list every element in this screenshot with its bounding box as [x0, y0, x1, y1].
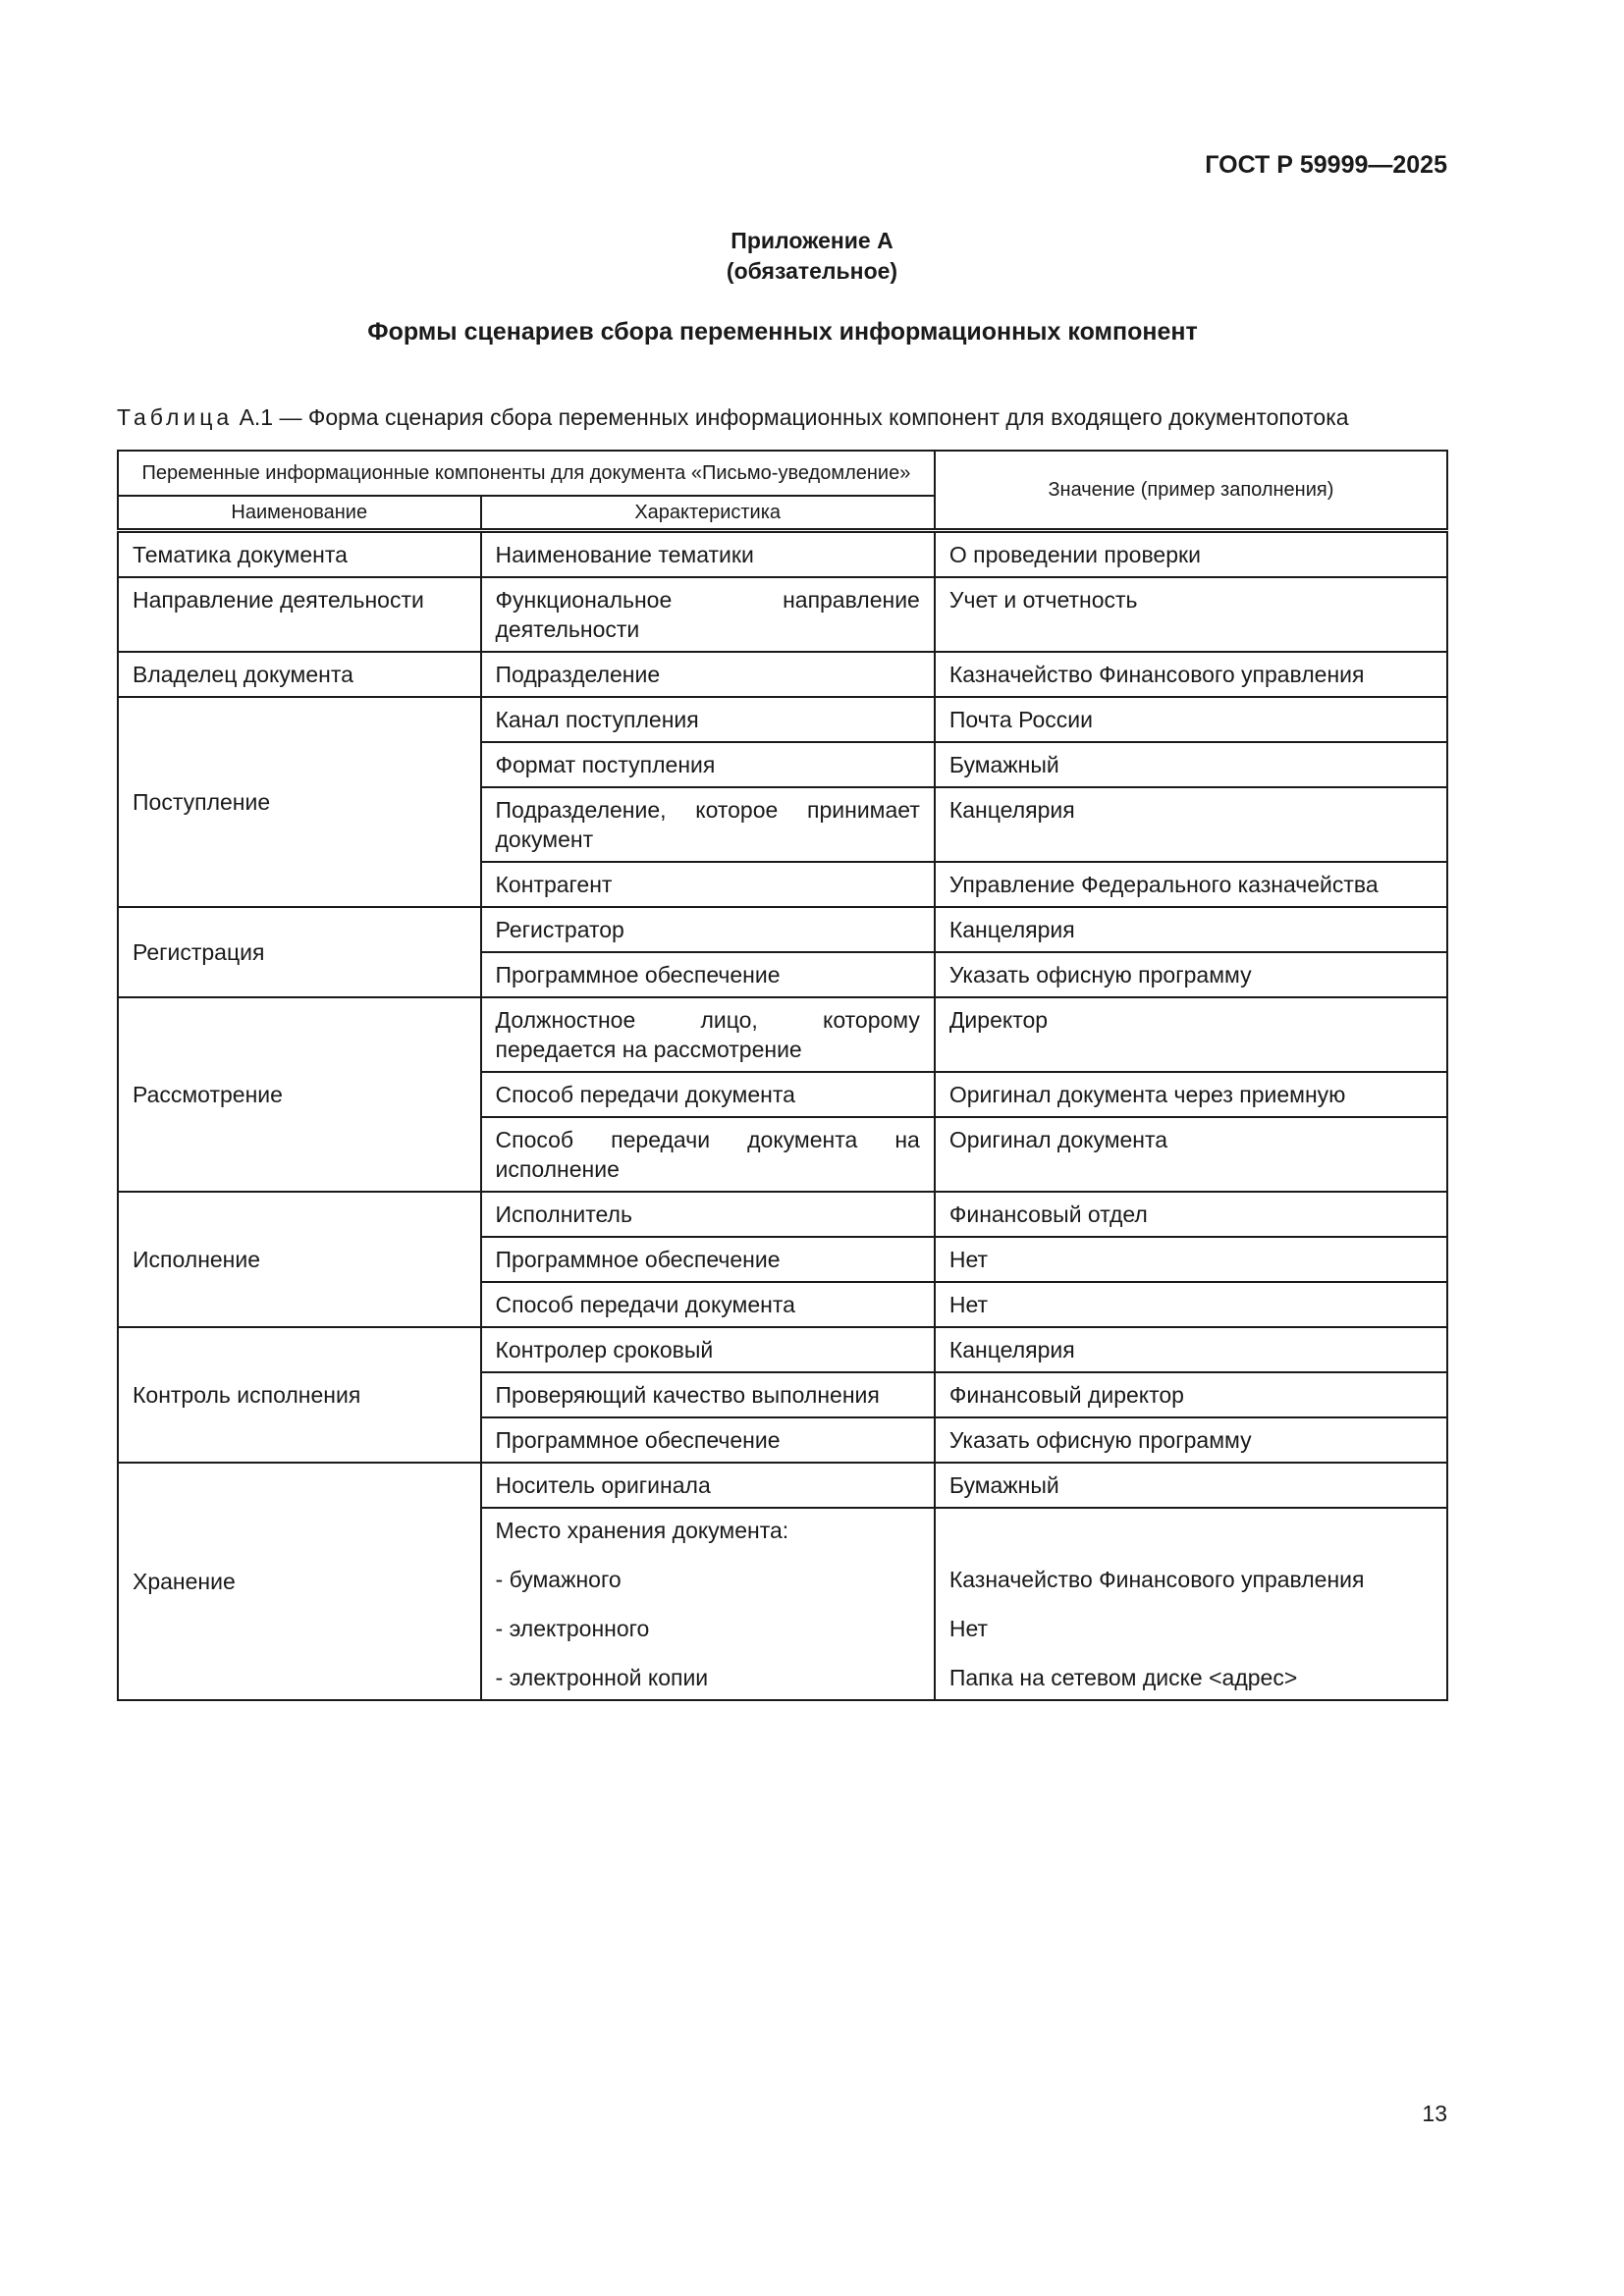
table-caption	[117, 404, 1448, 431]
row-char-cell: Способ передачи документа	[481, 1282, 935, 1327]
table-row	[118, 1327, 1447, 1372]
storage-value: Нет	[948, 1616, 989, 1641]
row-char-cell: Способ передачи документа	[481, 1072, 935, 1117]
row-value-cell: Канцелярия	[935, 787, 1447, 862]
document-code: ГОСТ Р 59999—2025	[1205, 151, 1447, 179]
row-value-cell: Управление Федерального казначейства	[935, 862, 1447, 907]
row-value-cell	[935, 1508, 1447, 1700]
row-value-cell: О проведении проверки	[935, 531, 1447, 578]
row-name-cell: Тематика документа	[118, 531, 481, 578]
row-char-cell: Проверяющий качество выполнения	[481, 1372, 935, 1417]
row-value-cell: Директор	[935, 997, 1447, 1072]
storage-item: - электронного	[495, 1616, 650, 1641]
row-char-cell: Контролер сроковый	[481, 1327, 935, 1372]
table-caption-text: А.1 — Форма сценария сбора переменных информационных компонент для входящего документопотока	[239, 404, 1349, 430]
storage-item: Место хранения документа:	[495, 1518, 789, 1543]
row-value-cell: Канцелярия	[935, 1327, 1447, 1372]
row-value-cell: Оригинал документа через приемную	[935, 1072, 1447, 1117]
row-name-cell: Исполнение	[118, 1192, 481, 1327]
page-number: 13	[1422, 2101, 1447, 2126]
header-value-cell: Значение (пример заполнения)	[935, 451, 1447, 531]
row-name-cell: Регистрация	[118, 907, 481, 997]
row-char-cell: Формат поступления	[481, 742, 935, 787]
table-row	[118, 697, 1447, 742]
table-row	[118, 531, 1447, 578]
row-value-cell: Финансовый директор	[935, 1372, 1447, 1417]
header-char-cell: Характеристика	[481, 496, 935, 531]
table-row	[118, 907, 1447, 952]
table-row	[118, 1192, 1447, 1237]
row-value-cell: Почта России	[935, 697, 1447, 742]
row-char-cell: Программное обеспечение	[481, 1237, 935, 1282]
storage-value: Казначейство Финансового управления	[948, 1567, 1365, 1592]
row-value-cell: Нет	[935, 1282, 1447, 1327]
row-name-cell: Хранение	[118, 1463, 481, 1700]
row-char-cell: Наименование тематики	[481, 531, 935, 578]
row-value-cell: Канцелярия	[935, 907, 1447, 952]
table-caption-label: Таблица	[117, 404, 234, 430]
table-header-row	[118, 451, 1447, 496]
row-char-cell: Канал поступления	[481, 697, 935, 742]
section-title: Формы сценариев сбора переменных информационных компонент	[367, 318, 1198, 346]
table-row	[118, 652, 1447, 697]
row-char-cell	[481, 1508, 935, 1700]
table-body	[118, 531, 1447, 1701]
appendix-subtitle: (обязательное)	[726, 258, 898, 284]
storage-value	[949, 1516, 1433, 1545]
row-name-cell: Направление деятельности	[118, 577, 481, 652]
row-name-cell: Контроль исполнения	[118, 1327, 481, 1463]
row-value-cell: Указать офисную программу	[935, 1417, 1447, 1463]
row-char-cell: Способ передачи документа на исполнение	[481, 1117, 935, 1192]
row-value-cell: Нет	[935, 1237, 1447, 1282]
header-group-cell: Переменные информационные компоненты для документа «Письмо-уведомление»	[118, 451, 935, 496]
row-char-cell: Программное обеспечение	[481, 952, 935, 997]
row-char-cell: Регистратор	[481, 907, 935, 952]
row-name-cell: Рассмотрение	[118, 997, 481, 1192]
row-char-cell: Носитель оригинала	[481, 1463, 935, 1508]
table-row	[118, 577, 1447, 652]
row-value-cell: Оригинал документа	[935, 1117, 1447, 1192]
row-char-cell: Контрагент	[481, 862, 935, 907]
storage-value: Папка на сетевом диске <адрес>	[948, 1665, 1298, 1690]
row-char-cell: Подразделение	[481, 652, 935, 697]
storage-item: - бумажного	[495, 1567, 622, 1592]
table-row	[118, 1463, 1447, 1508]
appendix-title: Приложение А	[731, 228, 893, 253]
row-char-cell: Функциональное направление деятельности	[481, 577, 935, 652]
header-name-cell: Наименование	[118, 496, 481, 531]
row-value-cell: Бумажный	[935, 742, 1447, 787]
row-value-cell: Казначейство Финансового управления	[935, 652, 1447, 697]
appendix-heading	[0, 226, 1624, 287]
row-value-cell: Учет и отчетность	[935, 577, 1447, 652]
storage-item: - электронной копии	[495, 1665, 709, 1690]
row-char-cell: Подразделение, которое принимает документ	[481, 787, 935, 862]
row-value-cell: Финансовый отдел	[935, 1192, 1447, 1237]
row-value-cell: Бумажный	[935, 1463, 1447, 1508]
components-table	[117, 450, 1448, 1701]
row-char-cell: Должностное лицо, которому передается на рассмотрение	[481, 997, 935, 1072]
row-value-cell: Указать офисную программу	[935, 952, 1447, 997]
row-char-cell: Программное обеспечение	[481, 1417, 935, 1463]
row-name-cell: Поступление	[118, 697, 481, 907]
row-name-cell: Владелец документа	[118, 652, 481, 697]
table-row	[118, 997, 1447, 1072]
row-char-cell: Исполнитель	[481, 1192, 935, 1237]
